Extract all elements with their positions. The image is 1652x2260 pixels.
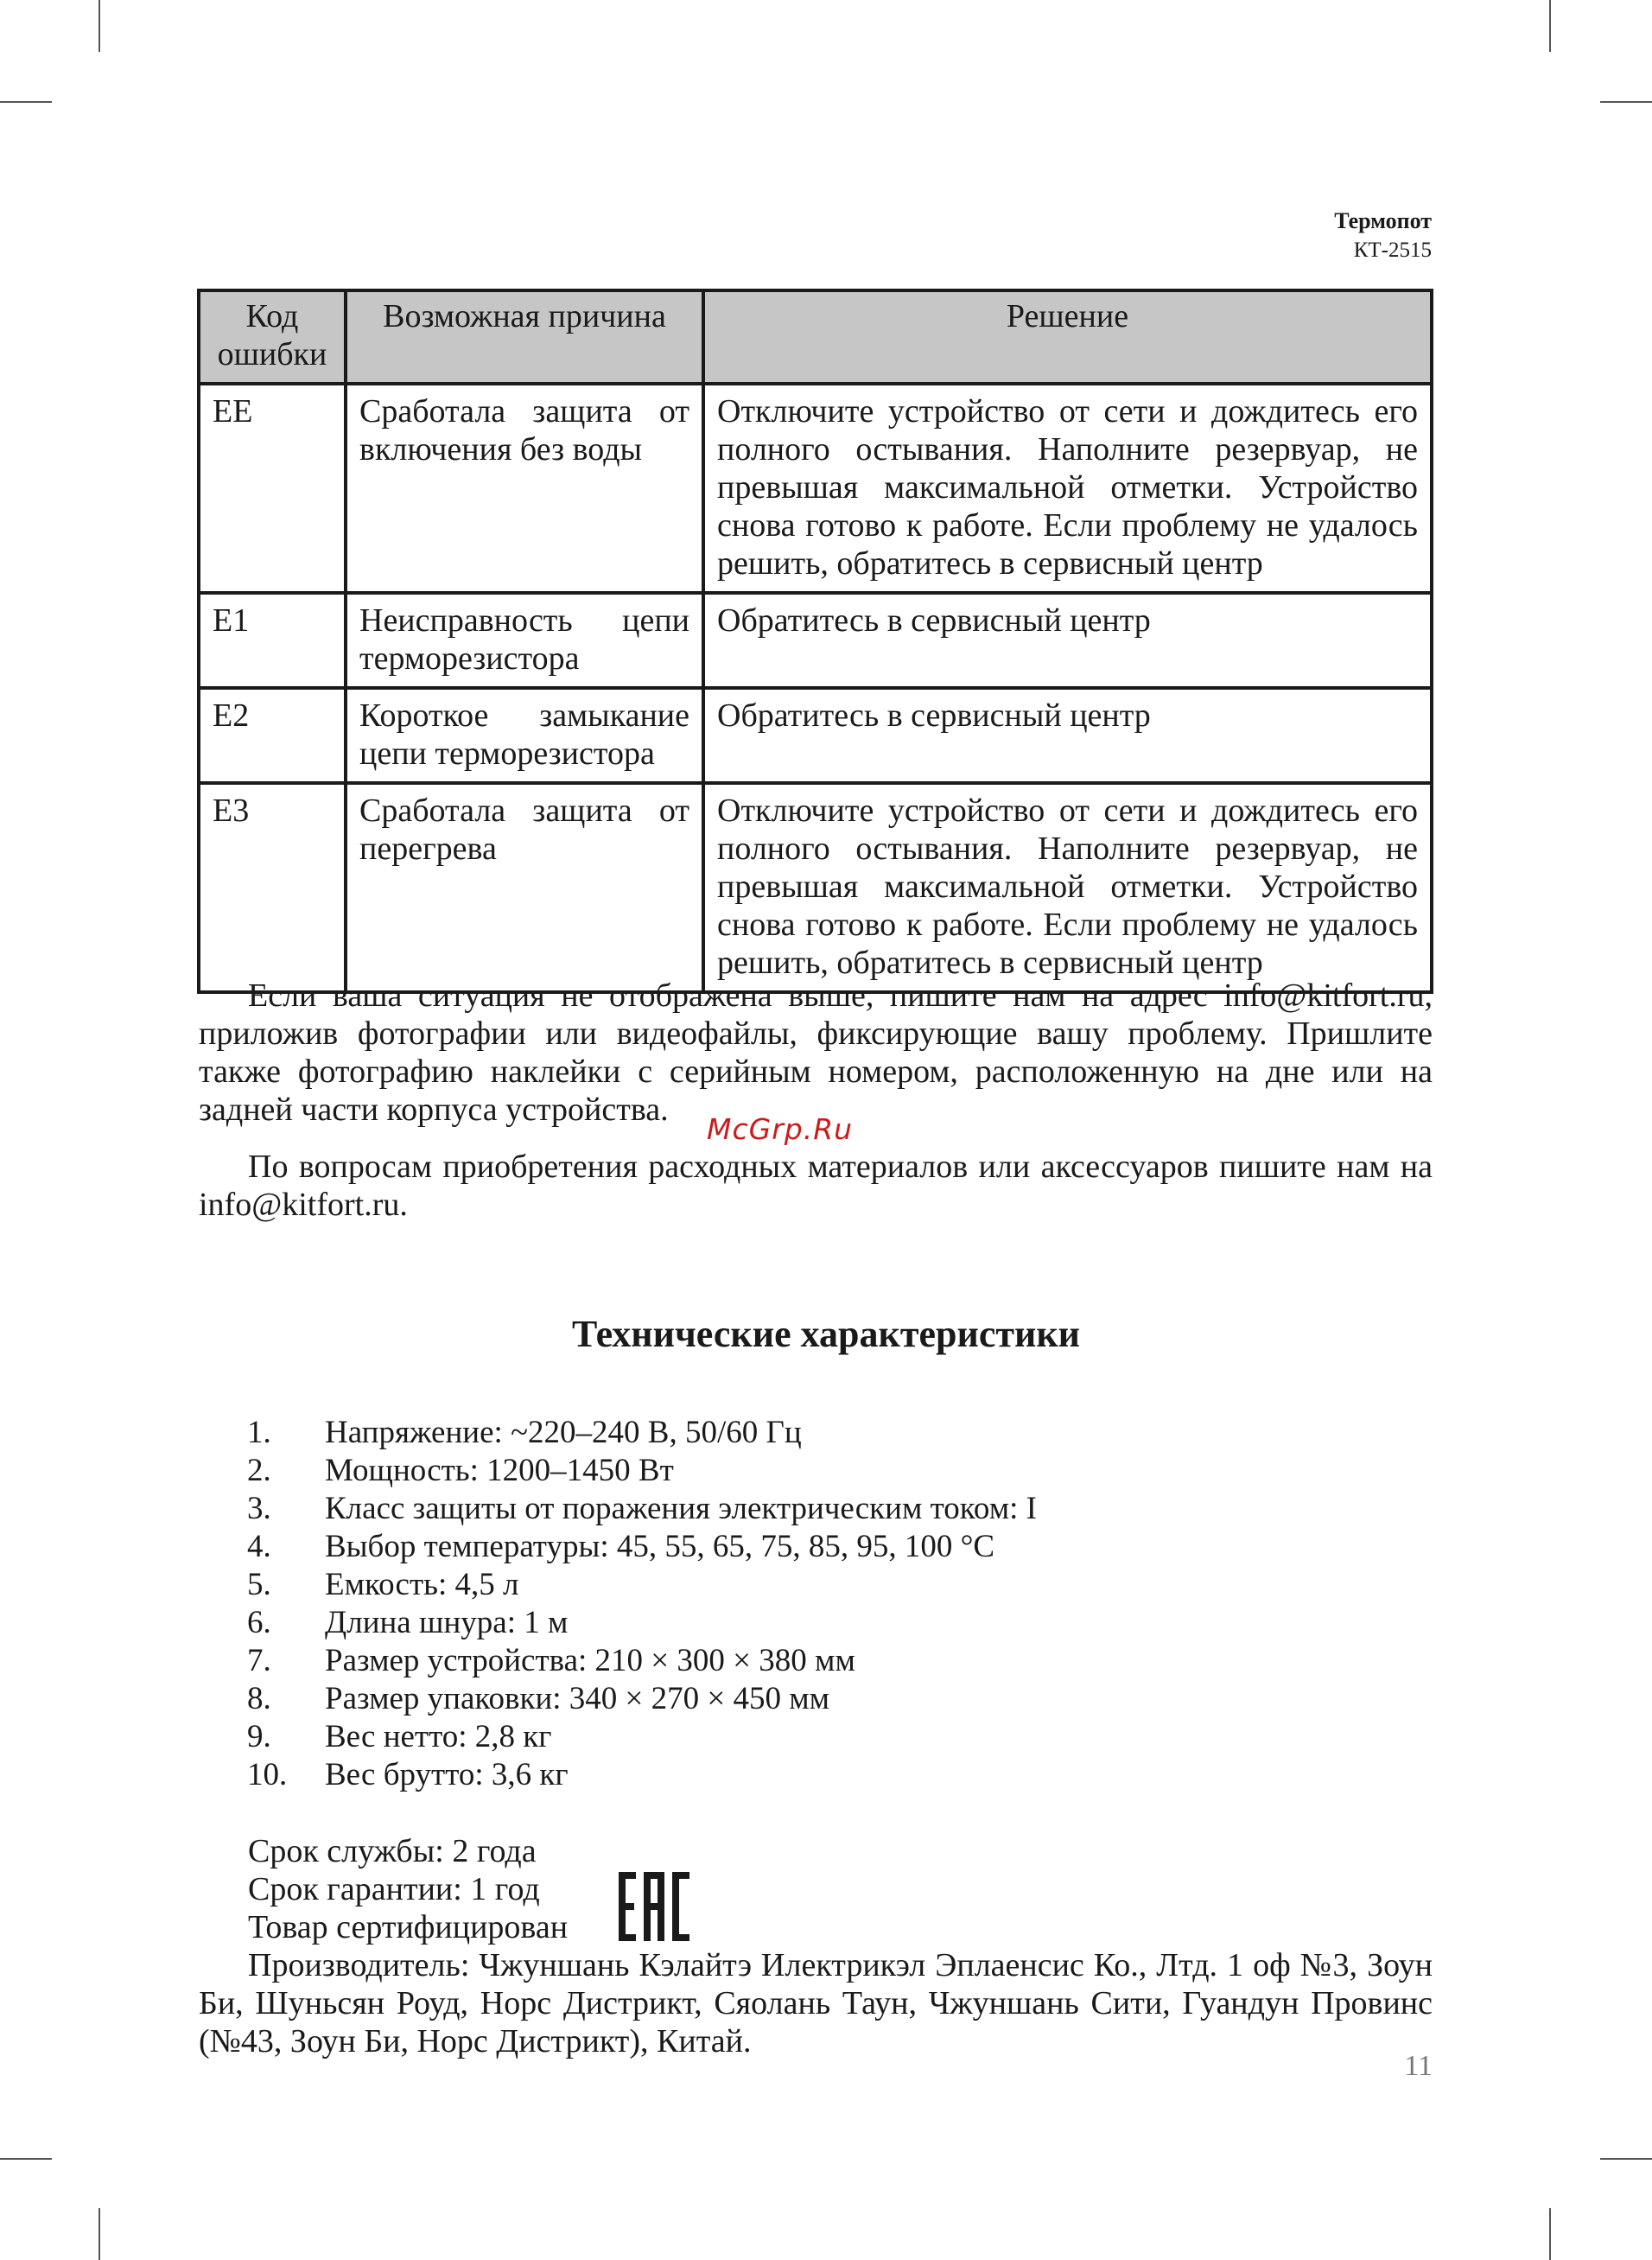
service-info bbox=[248, 1832, 568, 1946]
table-row bbox=[199, 384, 1432, 593]
certified: Товар сертифицирован bbox=[248, 1909, 569, 1945]
list-number: 10. bbox=[247, 1757, 288, 1792]
table-row bbox=[199, 593, 1432, 688]
page-number: 11 bbox=[1404, 2050, 1433, 2082]
list-text: Вес брутто: 3,6 кг bbox=[325, 1757, 569, 1792]
accessories-paragraph: По вопросам приобретения расходных материалов или аксессуаров пишите нам на info@kitfort.ru. bbox=[199, 1149, 1433, 1223]
table-row bbox=[199, 688, 1432, 783]
manufacturer-paragraph: Производитель: Чжуншань Кэлайтэ Илектрикэл Эплаенсис Ко., Лтд. 1 оф №3, Зоун Би, Шуньсян Роуд, Норс Дистрикт, Сяолань Таун, Чжуншань Сити, Гуандун Провинс (№43, Зоун Би, Норс Дистрикт), Китай. bbox=[199, 1947, 1433, 2059]
list-text: Мощность: 1200–1450 Вт bbox=[325, 1453, 674, 1488]
column-header-solution: Решение bbox=[703, 290, 1432, 384]
column-header-cause: Возможная причина bbox=[346, 290, 703, 384]
list-text: Выбор температуры: 45, 55, 65, 75, 85, 95, 100 °С bbox=[325, 1529, 995, 1564]
contact-paragraph: Если ваша ситуация не отображена выше, пишите нам на адрес info@kitfort.ru, приложив фотографии или видеофайлы, фиксирующие вашу проблему. Пришлите также фотографию наклейки с серийным номером, расположенную на дне или на задней части корпуса устройства. bbox=[199, 977, 1433, 1128]
error-codes-table bbox=[197, 289, 1433, 994]
crop-mark bbox=[1549, 2208, 1551, 2260]
list-item bbox=[199, 1756, 1037, 1794]
header-model: КТ-2515 bbox=[1353, 239, 1432, 263]
list-number: 1. bbox=[247, 1415, 271, 1450]
crop-mark bbox=[1549, 0, 1551, 52]
watermark: McGrp.Ru bbox=[707, 1112, 854, 1146]
crop-mark bbox=[0, 2158, 52, 2160]
error-cause: Сработала защита от включения без воды bbox=[346, 384, 703, 593]
list-text: Напряжение: ~220–240 В, 50/60 Гц bbox=[325, 1415, 802, 1450]
list-text: Длина шнура: 1 м bbox=[325, 1605, 569, 1640]
list-number: 8. bbox=[247, 1681, 271, 1716]
header-title: Термопот bbox=[1334, 208, 1432, 233]
list-number: 6. bbox=[247, 1605, 271, 1640]
error-cause: Неисправность цепи терморезистора bbox=[346, 593, 703, 688]
error-solution: Обратитесь в сервисный центр bbox=[703, 593, 1432, 688]
list-text: Размер упаковки: 340 × 270 × 450 мм bbox=[325, 1681, 830, 1716]
list-number: 7. bbox=[247, 1643, 271, 1678]
list-number: 2. bbox=[247, 1453, 271, 1488]
specs-list bbox=[199, 1414, 1037, 1794]
list-number: 4. bbox=[247, 1529, 271, 1564]
error-cause: Короткое замыкание цепи терморезистора bbox=[346, 688, 703, 783]
list-item bbox=[199, 1490, 1037, 1528]
crop-mark bbox=[98, 2208, 100, 2260]
table-header-row bbox=[199, 290, 1432, 384]
list-text: Размер устройства: 210 × 300 × 380 мм bbox=[325, 1643, 855, 1678]
list-item bbox=[199, 1566, 1037, 1604]
error-code: ЕЕ bbox=[199, 384, 346, 593]
list-item bbox=[199, 1604, 1037, 1642]
service-life: Срок службы: 2 года bbox=[248, 1833, 537, 1869]
list-number: 9. bbox=[247, 1719, 271, 1754]
error-code: Е3 bbox=[199, 783, 346, 992]
error-code: Е1 bbox=[199, 593, 346, 688]
warranty: Срок гарантии: 1 год bbox=[248, 1871, 540, 1907]
list-item bbox=[199, 1452, 1037, 1490]
error-code: Е2 bbox=[199, 688, 346, 783]
list-text: Вес нетто: 2,8 кг bbox=[325, 1719, 552, 1754]
list-item bbox=[199, 1642, 1037, 1680]
error-cause: Сработала защита от перегрева bbox=[346, 783, 703, 992]
error-solution: Обратитесь в сервисный центр bbox=[703, 688, 1432, 783]
crop-mark bbox=[1600, 101, 1652, 103]
list-item bbox=[199, 1718, 1037, 1756]
eac-mark-icon bbox=[619, 1872, 689, 1941]
crop-mark bbox=[0, 101, 52, 103]
crop-mark bbox=[98, 0, 100, 52]
list-item bbox=[199, 1528, 1037, 1566]
list-text: Класс защиты от поражения электрическим током: I bbox=[325, 1491, 1037, 1526]
error-solution: Отключите устройство от сети и дождитесь его полного остывания. Наполните резервуар, не превышая максимальной отметки. Устройство снова готово к работе. Если проблему не удалось решить, обратитесь в сервисный центр bbox=[703, 384, 1432, 593]
crop-mark bbox=[1600, 2158, 1652, 2160]
error-solution: Отключите устройство от сети и дождитесь его полного остывания. Наполните резервуар, не превышая максимальной отметки. Устройство снова готово к работе. Если проблему не удалось решить, обратитесь в сервисный центр bbox=[703, 783, 1432, 992]
list-number: 5. bbox=[247, 1567, 271, 1602]
list-item bbox=[199, 1680, 1037, 1718]
section-title: Технические характеристики bbox=[571, 1313, 1081, 1355]
table-row bbox=[199, 783, 1432, 992]
list-number: 3. bbox=[247, 1491, 271, 1526]
column-header-code: Код ошибки bbox=[199, 290, 346, 384]
list-text: Емкость: 4,5 л bbox=[325, 1567, 519, 1602]
running-header bbox=[1334, 206, 1432, 265]
list-item bbox=[199, 1414, 1037, 1452]
